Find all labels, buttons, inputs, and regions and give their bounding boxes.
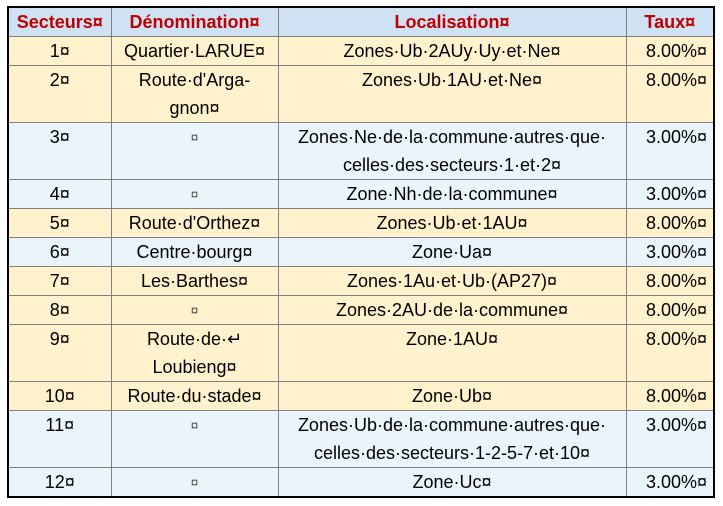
table-row bbox=[8, 66, 714, 123]
cell-localisation: Zones·Ub·2AUy·Uy·et·Ne¤ bbox=[278, 37, 626, 66]
table-row bbox=[8, 238, 714, 267]
cell-denomination: ¤ bbox=[111, 468, 278, 498]
cell-secteur: 3¤ bbox=[8, 123, 111, 180]
cell-localisation: Zones·Ub·de·la·commune·autres·que· celles·des·secteurs·1-2-5-7·et·10¤ bbox=[278, 411, 626, 468]
cell-secteur: 11¤ bbox=[8, 411, 111, 468]
header-localisation: Localisation¤ bbox=[278, 7, 626, 37]
table-row bbox=[8, 180, 714, 209]
cell-taux: 8.00%¤ bbox=[626, 209, 714, 238]
header-row bbox=[8, 7, 714, 37]
cell-secteur: 1¤ bbox=[8, 37, 111, 66]
cell-denomination: Route·du·stade¤ bbox=[111, 382, 278, 411]
cell-localisation: Zones·Ub·1AU·et·Ne¤ bbox=[278, 66, 626, 123]
cell-secteur: 7¤ bbox=[8, 267, 111, 296]
cell-secteur: 9¤ bbox=[8, 325, 111, 382]
cell-secteur: 6¤ bbox=[8, 238, 111, 267]
table-row bbox=[8, 209, 714, 238]
cell-taux: 3.00%¤ bbox=[626, 411, 714, 468]
cell-taux: 8.00%¤ bbox=[626, 325, 714, 382]
cell-taux: 8.00%¤ bbox=[626, 37, 714, 66]
cell-localisation: Zone·1AU¤ bbox=[278, 325, 626, 382]
table-row bbox=[8, 382, 714, 411]
cell-localisation: Zones·2AU·de·la·commune¤ bbox=[278, 296, 626, 325]
cell-denomination: Route·d'Orthez¤ bbox=[111, 209, 278, 238]
table-row bbox=[8, 468, 714, 498]
cell-taux: 8.00%¤ bbox=[626, 382, 714, 411]
cell-secteur: 10¤ bbox=[8, 382, 111, 411]
cell-denomination: Route·d'Arga- gnon¤ bbox=[111, 66, 278, 123]
cell-taux: 8.00%¤ bbox=[626, 66, 714, 123]
cell-localisation: Zone·Uc¤ bbox=[278, 468, 626, 498]
cell-denomination: Route·de·↵ Loubieng¤ bbox=[111, 325, 278, 382]
cell-taux: 3.00%¤ bbox=[626, 238, 714, 267]
taux-table bbox=[7, 6, 715, 498]
cell-secteur: 8¤ bbox=[8, 296, 111, 325]
taux-table-wrapper bbox=[7, 6, 715, 498]
cell-secteur: 5¤ bbox=[8, 209, 111, 238]
cell-localisation: Zones·Ub·et·1AU¤ bbox=[278, 209, 626, 238]
table-row bbox=[8, 267, 714, 296]
table-row bbox=[8, 325, 714, 382]
cell-localisation: Zone·Nh·de·la·commune¤ bbox=[278, 180, 626, 209]
header-taux: Taux¤ bbox=[626, 7, 714, 37]
table-row bbox=[8, 411, 714, 468]
cell-taux: 3.00%¤ bbox=[626, 123, 714, 180]
table-row bbox=[8, 123, 714, 180]
cell-secteur: 4¤ bbox=[8, 180, 111, 209]
cell-taux: 3.00%¤ bbox=[626, 468, 714, 498]
table-row bbox=[8, 296, 714, 325]
cell-taux: 8.00%¤ bbox=[626, 296, 714, 325]
cell-localisation: Zone·Ub¤ bbox=[278, 382, 626, 411]
cell-denomination: ¤ bbox=[111, 180, 278, 209]
cell-secteur: 2¤ bbox=[8, 66, 111, 123]
cell-localisation: Zones·Ne·de·la·commune·autres·que· celles·des·secteurs·1·et·2¤ bbox=[278, 123, 626, 180]
cell-denomination: ¤ bbox=[111, 123, 278, 180]
table-body bbox=[8, 37, 714, 498]
cell-denomination: Les·Barthes¤ bbox=[111, 267, 278, 296]
cell-taux: 8.00%¤ bbox=[626, 267, 714, 296]
header-denomination: Dénomination¤ bbox=[111, 7, 278, 37]
cell-localisation: Zones·1Au·et·Ub·(AP27)¤ bbox=[278, 267, 626, 296]
cell-denomination: ¤ bbox=[111, 411, 278, 468]
table-row bbox=[8, 37, 714, 66]
header-secteurs: Secteurs¤ bbox=[8, 7, 111, 37]
cell-denomination: Centre·bourg¤ bbox=[111, 238, 278, 267]
cell-denomination: Quartier·LARUE¤ bbox=[111, 37, 278, 66]
cell-localisation: Zone·Ua¤ bbox=[278, 238, 626, 267]
cell-taux: 3.00%¤ bbox=[626, 180, 714, 209]
cell-secteur: 12¤ bbox=[8, 468, 111, 498]
cell-denomination: ¤ bbox=[111, 296, 278, 325]
